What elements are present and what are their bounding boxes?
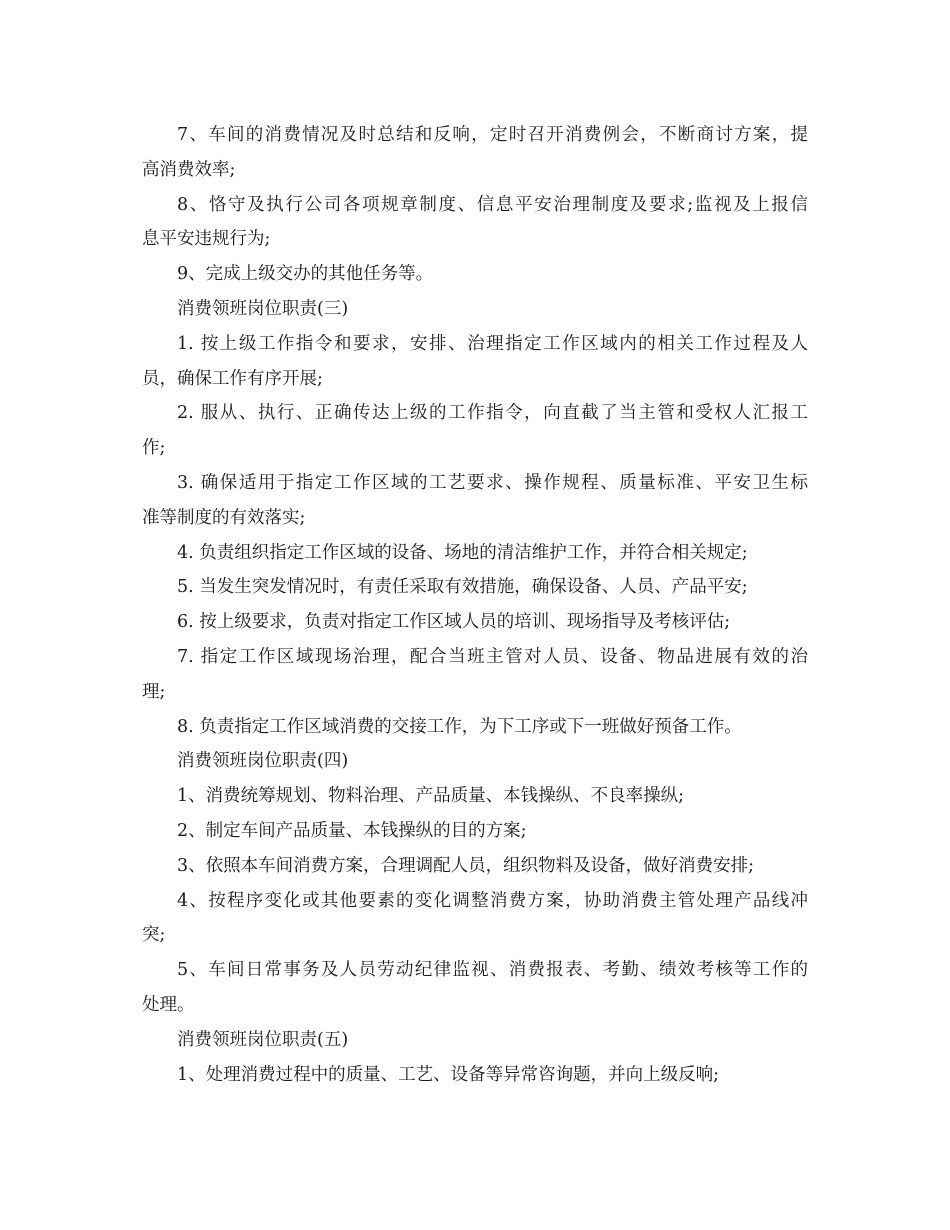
document-body <box>142 118 808 1092</box>
paragraph <box>142 570 808 605</box>
paragraph <box>142 779 808 814</box>
paragraph <box>142 466 808 536</box>
text-line: 息平安违规行为; <box>142 229 271 250</box>
text-line: 2、制定车间产品质量、本钱操纵的目的方案; <box>177 820 527 841</box>
section-heading-text: 消费领班岗位职责(四) <box>177 751 349 772</box>
section-heading <box>142 292 808 327</box>
paragraph <box>142 327 808 397</box>
text-line: 8. 负责指定工作区域消费的交接工作，为下工序或下一班做好预备工作。 <box>177 716 742 737</box>
text-line: 突; <box>142 925 166 946</box>
text-line: 4、按程序变化或其他要素的变化调整消费方案，协助消费主管处理产品线冲 <box>177 890 808 911</box>
text-line: 员，确保工作有序开展; <box>142 368 323 389</box>
text-line: 高消费效率; <box>142 159 236 180</box>
text-line: 处理。 <box>142 994 195 1015</box>
text-line: 9、完成上级交办的其他任务等。 <box>177 264 434 285</box>
text-line: 1. 按上级工作指令和要求，安排、治理指定工作区域内的相关工作过程及人 <box>177 333 808 354</box>
section-heading-text: 消费领班岗位职责(三) <box>177 298 349 319</box>
section-heading <box>142 1023 808 1058</box>
text-line: 7. 指定工作区域现场治理，配合当班主管对人员、设备、物品进展有效的治 <box>177 646 808 667</box>
text-line: 3、依照本车间消费方案，合理调配人员，组织物料及设备，做好消费安排; <box>177 855 755 876</box>
section-heading-text: 消费领班岗位职责(五) <box>177 1029 349 1050</box>
text-line: 1、处理消费过程中的质量、工艺、设备等异常咨询题，并向上级反响; <box>177 1064 720 1085</box>
text-line: 1、消费统筹规划、物料治理、产品质量、本钱操纵、不良率操纵; <box>177 786 685 807</box>
paragraph <box>142 1058 808 1093</box>
paragraph <box>142 396 808 466</box>
paragraph <box>142 605 808 640</box>
text-line: 7、车间的消费情况及时总结和反响，定时召开消费例会，不断商讨方案，提 <box>177 125 808 145</box>
paragraph <box>142 188 808 258</box>
paragraph <box>142 884 808 954</box>
paragraph <box>142 257 808 292</box>
paragraph <box>142 953 808 1023</box>
text-line: 5. 当发生突发情况时，有责任采取有效措施，确保设备、人员、产品平安; <box>177 577 748 598</box>
paragraph <box>142 640 808 710</box>
paragraph <box>142 118 808 188</box>
paragraph <box>142 849 808 884</box>
text-line: 作; <box>142 438 166 459</box>
text-line: 理; <box>142 681 166 702</box>
text-line: 准等制度的有效落实; <box>142 507 306 528</box>
text-line: 2. 服从、执行、正确传达上级的工作指令，向直截了当主管和受权人汇报工 <box>177 403 808 424</box>
text-line: 8、恪守及执行公司各项规章制度、信息平安治理制度及要求;监视及上报信 <box>177 194 808 215</box>
text-line: 3. 确保适用于指定工作区域的工艺要求、操作规程、质量标准、平安卫生标 <box>177 472 808 493</box>
paragraph <box>142 536 808 571</box>
paragraph <box>142 814 808 849</box>
text-line: 4. 负责组织指定工作区域的设备、场地的清洁维护工作，并符合相关规定; <box>177 542 748 563</box>
text-line: 5、车间日常事务及人员劳动纪律监视、消费报表、考勤、绩效考核等工作的 <box>177 960 808 981</box>
text-line: 6. 按上级要求，负责对指定工作区域人员的培训、现场指导及考核评估; <box>177 612 731 633</box>
section-heading <box>142 744 808 779</box>
paragraph <box>142 710 808 745</box>
